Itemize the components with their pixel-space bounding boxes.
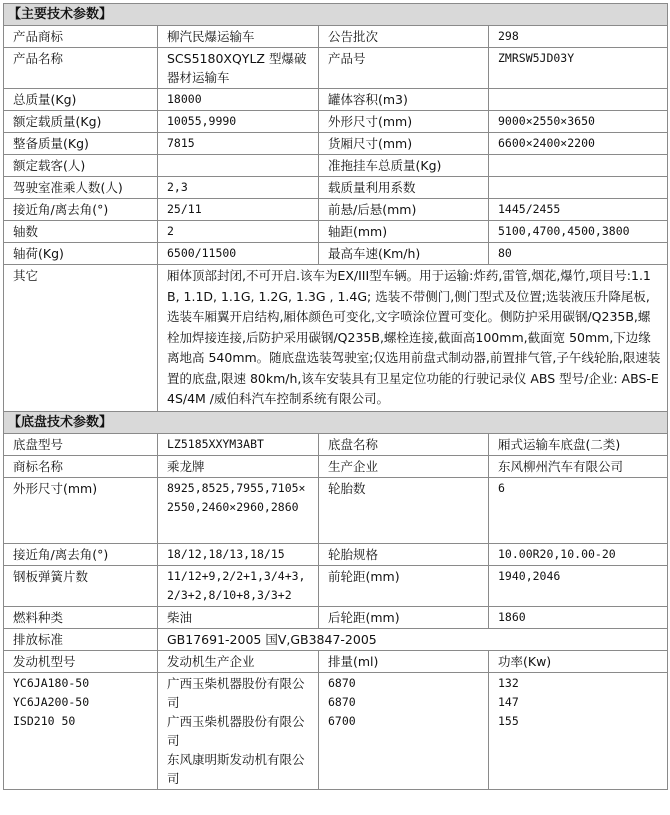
chassis-section-header — [4, 411, 668, 433]
header-engine-maker: 发动机生产企业 — [158, 650, 319, 672]
spec-row — [4, 133, 668, 155]
label-overall-size: 外形尺寸(mm) — [319, 111, 489, 133]
spec-row — [4, 243, 668, 265]
spec-row — [4, 433, 668, 455]
value-cab-seats: 2,3 — [158, 177, 319, 199]
label-fuel: 燃料种类 — [4, 606, 158, 628]
spec-row — [4, 606, 668, 628]
engine-list-row — [4, 672, 668, 789]
value-batch: 298 — [489, 26, 668, 48]
label-tire-spec: 轮胎规格 — [319, 543, 489, 565]
value-chassis-name: 厢式运输车底盘(二类) — [489, 433, 668, 455]
label-rated-passengers: 额定载客(人) — [4, 155, 158, 177]
engine-model: YC6JA200-50 — [13, 694, 90, 709]
value-wheelbase: 5100,4700,4500,3800 — [489, 221, 668, 243]
value-product-name: SCS5180XQYLZ 型爆破器材运输车 — [158, 48, 319, 89]
spec-row — [4, 155, 668, 177]
spec-document — [3, 3, 667, 790]
label-manufacturer: 生产企业 — [319, 455, 489, 477]
main-section-header — [4, 4, 668, 26]
spec-row — [4, 26, 668, 48]
spec-row — [4, 221, 668, 243]
label-approach-departure: 接近角/离去角(°) — [4, 199, 158, 221]
spec-row — [4, 543, 668, 565]
engine-displacement: 6870 — [328, 675, 356, 690]
label-total-mass: 总质量(Kg) — [4, 89, 158, 111]
value-axle-load: 6500/11500 — [158, 243, 319, 265]
label-rear-track: 后轮距(mm) — [319, 606, 489, 628]
value-trademark: 乘龙牌 — [158, 455, 319, 477]
engine-power: 147 — [498, 694, 519, 709]
spec-row — [4, 199, 668, 221]
value-fuel: 柴油 — [158, 606, 319, 628]
value-rated-load: 10055,9990 — [158, 111, 319, 133]
value-emission: GB17691-2005 国V,GB3847-2005 — [158, 628, 668, 650]
label-axle-load: 轴荷(Kg) — [4, 243, 158, 265]
label-chassis-name: 底盘名称 — [319, 433, 489, 455]
label-product-no: 产品号 — [319, 48, 489, 89]
label-tank-volume: 罐体容积(m3) — [319, 89, 489, 111]
spec-row — [4, 477, 668, 543]
label-axles: 轴数 — [4, 221, 158, 243]
label-max-speed: 最高车速(Km/h) — [319, 243, 489, 265]
label-leaf-springs: 钢板弹簧片数 — [4, 565, 158, 606]
value-tire-count: 6 — [489, 477, 668, 543]
engine-maker: 广西玉柴机器股份有限公司 — [167, 713, 305, 748]
label-chassis-model: 底盘型号 — [4, 433, 158, 455]
engine-model: ISD210 50 — [13, 713, 76, 728]
label-front-track: 前轮距(mm) — [319, 565, 489, 606]
main-section-title: 【主要技术参数】 — [4, 4, 668, 26]
value-rear-track: 1860 — [489, 606, 668, 628]
value-trailer-mass — [489, 155, 668, 177]
value-product-no: ZMRSW5JD03Y — [489, 48, 668, 89]
engine-maker: 广西玉柴机器股份有限公司 — [167, 675, 305, 710]
value-brand: 柳汽民爆运输车 — [158, 26, 319, 48]
value-overhang: 1445/2455 — [489, 199, 668, 221]
header-engine-power: 功率(Kw) — [489, 650, 668, 672]
spec-row — [4, 177, 668, 199]
value-front-track: 1940,2046 — [489, 565, 668, 606]
value-rated-passengers — [158, 155, 319, 177]
value-leaf-springs: 11/12+9,2/2+1,3/4+3,2/3+2,8/10+8,3/3+2 — [158, 565, 319, 606]
engine-model-list — [4, 672, 158, 789]
value-approach-departure: 25/11 — [158, 199, 319, 221]
value-chassis-model: LZ5185XXYM3ABT — [158, 433, 319, 455]
value-load-coefficient — [489, 177, 668, 199]
value-overall-size: 9000×2550×3650 — [489, 111, 668, 133]
engine-maker-list — [158, 672, 319, 789]
label-chassis-angles: 接近角/离去角(°) — [4, 543, 158, 565]
label-wheelbase: 轴距(mm) — [319, 221, 489, 243]
value-chassis-angles: 18/12,18/13,18/15 — [158, 543, 319, 565]
label-other: 其它 — [4, 265, 158, 412]
value-max-speed: 80 — [489, 243, 668, 265]
engine-power: 132 — [498, 675, 519, 690]
value-tire-spec: 10.00R20,10.00-20 — [489, 543, 668, 565]
label-curb-mass: 整备质量(Kg) — [4, 133, 158, 155]
value-cargo-size: 6600×2400×2200 — [489, 133, 668, 155]
engine-power: 155 — [498, 713, 519, 728]
spec-row — [4, 565, 668, 606]
spec-row — [4, 111, 668, 133]
engine-power-list — [489, 672, 668, 789]
value-tank-volume — [489, 89, 668, 111]
label-batch: 公告批次 — [319, 26, 489, 48]
label-rated-load: 额定载质量(Kg) — [4, 111, 158, 133]
engine-displacement: 6700 — [328, 713, 356, 728]
label-chassis-size: 外形尺寸(mm) — [4, 477, 158, 543]
header-engine-displacement: 排量(ml) — [319, 650, 489, 672]
value-total-mass: 18000 — [158, 89, 319, 111]
value-curb-mass: 7815 — [158, 133, 319, 155]
engine-header-row — [4, 650, 668, 672]
spec-row-emission — [4, 628, 668, 650]
label-overhang: 前悬/后悬(mm) — [319, 199, 489, 221]
value-other-description: 厢体顶部封闭,不可开启.该车为EX/III型车辆。用于运输:炸药,雷管,烟花,爆竹,项目号:1.1B, 1.1D, 1.1G, 1.2G, 1.3G , 1.4G; 选装不带侧门,侧门型式及位置;选装液压升降尾板,选装车厢翼开启结构,厢体颜色可变化,文字喷涂位置可变化。侧防护采用碳钢/Q235B,螺栓加焊接连接,后防护采用碳钢/Q235B,螺栓连接,截面高100mm,截面宽 50mm,下边缘离地高 540mm。随底盘选装驾驶室;仅选用前盘式制动器,前置排气管,子午线轮胎,限速装置的底盘,限速 80km/h,该车安装具有卫星定位功能的行驶记录仪 ABS 型号/企业: ABS-E 4S/4M /威伯科汽车控制系统有限公司。 — [158, 265, 668, 412]
spec-row — [4, 455, 668, 477]
label-trailer-mass: 准拖挂车总质量(Kg) — [319, 155, 489, 177]
label-trademark: 商标名称 — [4, 455, 158, 477]
label-load-coefficient: 载质量利用系数 — [319, 177, 489, 199]
engine-maker: 东风康明斯发动机有限公司 — [167, 751, 305, 786]
value-manufacturer: 东风柳州汽车有限公司 — [489, 455, 668, 477]
engine-displacement-list — [319, 672, 489, 789]
label-tire-count: 轮胎数 — [319, 477, 489, 543]
value-axles: 2 — [158, 221, 319, 243]
value-chassis-size: 8925,8525,7955,7105×2550,2460×2960,2860 — [158, 477, 319, 543]
label-product-name: 产品名称 — [4, 48, 158, 89]
spec-row — [4, 48, 668, 89]
chassis-section-title: 【底盘技术参数】 — [4, 411, 668, 433]
label-brand: 产品商标 — [4, 26, 158, 48]
engine-model: YC6JA180-50 — [13, 675, 90, 690]
spec-table — [3, 3, 668, 790]
spec-row-other — [4, 265, 668, 412]
header-engine-model: 发动机型号 — [4, 650, 158, 672]
label-cab-seats: 驾驶室准乘人数(人) — [4, 177, 158, 199]
label-cargo-size: 货厢尺寸(mm) — [319, 133, 489, 155]
engine-displacement: 6870 — [328, 694, 356, 709]
label-emission: 排放标准 — [4, 628, 158, 650]
spec-row — [4, 89, 668, 111]
